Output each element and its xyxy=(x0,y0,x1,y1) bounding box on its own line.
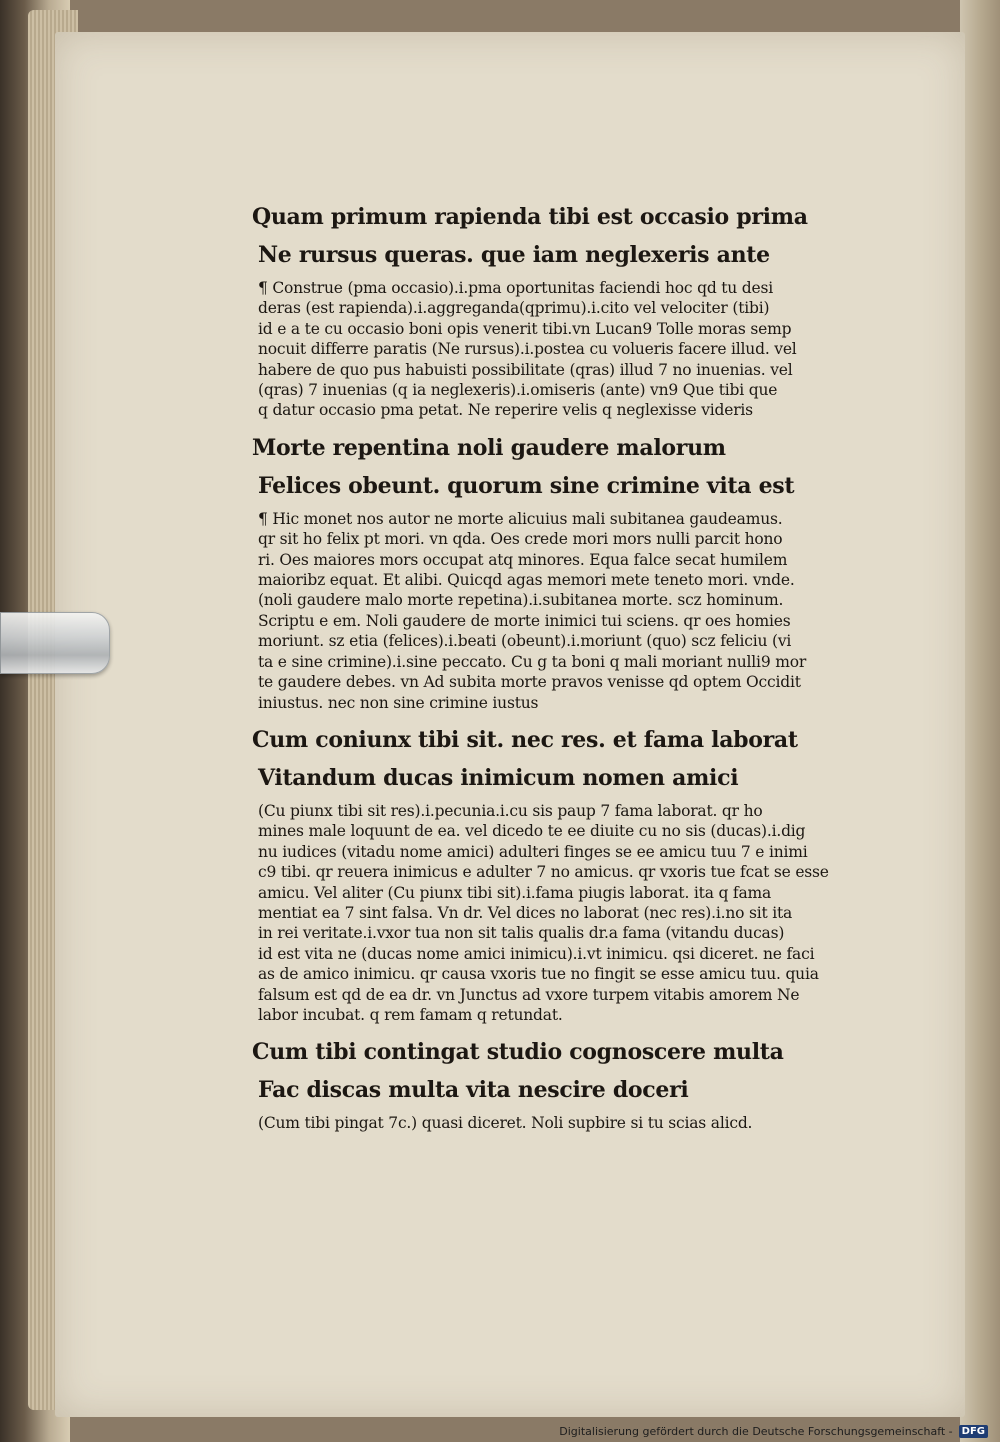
page-right-edge xyxy=(960,0,1000,1442)
verse-line: Cum tibi contingat studio cognoscere multa xyxy=(252,1039,784,1066)
commentary-line: (Cum tibi pingat 7c.) quasi diceret. Noli supbire si tu scias alicd. xyxy=(258,1114,753,1133)
commentary-line: as de amico inimicu. qr causa vxoris tue no fingit se esse amicu tuu. quia xyxy=(258,965,819,984)
verse-line: Vitandum ducas inimicum nomen amici xyxy=(258,764,739,791)
commentary-line: qr sit ho felix pt mori. vn qda. Oes crede mori mors nulli parcit hono xyxy=(258,530,783,549)
commentary-line: amicu. Vel aliter (Cu piunx tibi sit).i.fama piugis laborat. ita q fama xyxy=(258,883,772,902)
commentary-line: mines male loquunt de ea. vel dicedo te ee diuite cu no sis (ducas).i.dig xyxy=(258,822,806,841)
commentary-line: id e a te cu occasio boni opis venerit tibi.vn Lucan9 Tolle moras semp xyxy=(258,319,792,338)
commentary-line: ri. Oes maiores mors occupat atq minores. Equa falce secat humilem xyxy=(258,550,788,569)
commentary-line: ¶ Construe (pma occasio).i.pma oportunitas faciendi hoc qd tu desi xyxy=(258,279,774,297)
footer-credit-text: Digitalisierung gefördert durch die Deutsche Forschungsgemeinschaft - xyxy=(559,1425,953,1438)
commentary xyxy=(258,801,852,1025)
dfg-logo: DFG xyxy=(959,1425,988,1438)
commentary xyxy=(258,1113,852,1133)
commentary-line: Scriptu e em. Noli gaudere de morte inimici tui sciens. qr oes homies xyxy=(258,611,791,630)
commentary-line: nu iudices (vitadu nome amici) adulteri finges se ee amicu tuu 7 e inimi xyxy=(258,842,808,861)
commentary-line: habere de quo pus habuisti possibilitate (qras) illud 7 no inuenias. vel xyxy=(258,360,793,379)
commentary xyxy=(258,509,852,713)
commentary xyxy=(258,278,852,421)
commentary-line: id est vita ne (ducas nome amici inimicu).i.vt inimicu. qsi diceret. ne faci xyxy=(258,944,815,963)
commentary-line: (noli gaudere malo morte repetina).i.subitanea morte. scz hominum. xyxy=(258,591,784,610)
commentary-line: (Cu piunx tibi sit res).i.pecunia.i.cu sis paup 7 fama laborat. qr ho xyxy=(258,801,763,820)
verse-line: Felices obeunt. quorum sine crimine vita est xyxy=(258,472,795,499)
commentary-line: ta e sine crimine).i.sine peccato. Cu g ta boni q mali moriant nulli9 mor xyxy=(258,652,807,671)
commentary-line: ¶ Hic monet nos autor ne morte alicuius mali subitanea gaudeamus. xyxy=(258,509,783,528)
commentary-line: in rei veritate.i.vxor tua non sit talis qualis dr.a fama (vitandu ducas) xyxy=(258,924,785,943)
section-2 xyxy=(252,429,852,713)
section-4 xyxy=(252,1033,852,1133)
section-1 xyxy=(252,198,852,421)
verse-line: Quam primum rapienda tibi est occasio prima xyxy=(252,204,808,230)
verse-line: Morte repentina noli gaudere malorum xyxy=(252,434,726,461)
commentary-line: (qras) 7 inuenias (q ia neglexeris).i.omiseris (ante) vn9 Que tibi que xyxy=(258,381,778,400)
verse-line: Ne rursus queras. que iam neglexeris ante xyxy=(258,242,770,268)
verse-line: Cum coniunx tibi sit. nec res. et fama laborat xyxy=(252,726,798,753)
commentary-line: labor incubat. q rem famam q retundat. xyxy=(258,1005,563,1024)
commentary-line: moriunt. sz etia (felices).i.beati (obeunt).i.moriunt (quo) scz feliciu (vi xyxy=(258,632,792,651)
commentary-line: q datur occasio pma petat. Ne reperire velis q neglexisse videris xyxy=(258,401,753,420)
commentary-line: iniustus. nec non sine crimine iustus xyxy=(258,693,539,712)
commentary-line: maioribz equat. Et alibi. Quicqd agas memori mete teneto mori. vnde. xyxy=(258,571,795,590)
page-clip xyxy=(0,612,110,674)
section-3 xyxy=(252,721,852,1025)
verse-line: Fac discas multa vita nescire doceri xyxy=(258,1077,689,1104)
text-block xyxy=(252,198,852,1142)
commentary-line: nocuit differre paratis (Ne rursus).i.postea cu volueris facere illud. vel xyxy=(258,340,797,359)
footer-credit xyxy=(559,1425,988,1438)
commentary-line: te gaudere debes. vn Ad subita morte pravos venisse qd optem Occidit xyxy=(258,673,801,692)
commentary-line: falsum est qd de ea dr. vn Junctus ad vxore turpem vitabis amorem Ne xyxy=(258,985,800,1004)
commentary-line: mentiat ea 7 sint falsa. Vn dr. Vel dices no laborat (nec res).i.no sit ita xyxy=(258,903,793,922)
commentary-line: c9 tibi. qr reuera inimicus e adulter 7 no amicus. qr vxoris tue fcat se esse xyxy=(258,863,829,882)
commentary-line: deras (est rapienda).i.aggreganda(qprimu).i.cito vel velociter (tibi) xyxy=(258,299,770,318)
